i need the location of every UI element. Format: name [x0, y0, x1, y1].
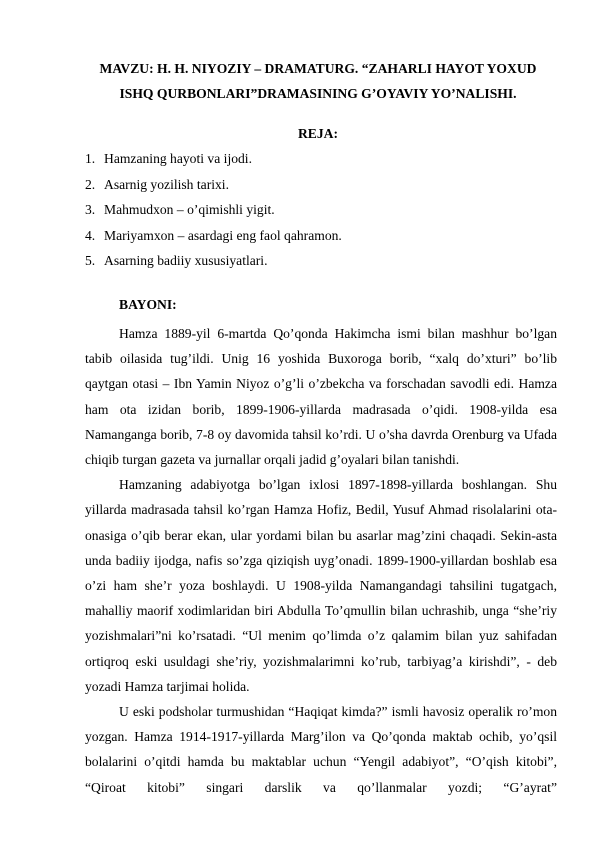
- plan-item-text: Asarning badiiy xususiyatlari.: [104, 253, 268, 268]
- plan-item: [85, 201, 342, 227]
- plan-item: [85, 227, 342, 253]
- plan-item: [85, 252, 342, 278]
- body-paragraph: Hamza 1889-yil 6-martda Qo’qonda Hakimcha ismi bilan mashhur bo’lgan tabib oilasida tug’ildi. Unig 16 yoshida Buxoroga borib, “xalq do’xturi” bo’lib qaytgan otasi – Ibn Yamin Niyoz o’g’li o’zbekcha va forschadan savodli edi. Hamza ham ota izidan borib, 1899-1906-yillarda madrasada o’qidi. 1908-yilda esa Namanganga borib, 7-8 oy davomida tahsil ko’rdi. U o’sha davrda Orenburg va Ufada chiqib turgan gazeta va jurnallar orqali jadid g’oyalari bilan tanishdi.: [85, 326, 557, 468]
- plan-item-number: 3.: [85, 202, 96, 217]
- body-paragraph: U eski podsholar turmushidan “Haqiqat kimda?” ismli havosiz operalik ro’mon yozgan. Hamza 1914-1917-yillarda Marg’ilon va Qo’qonda maktab ochib, yo’qsil bolalarini o’qitdi hamda bu maktablar uchun “Yengil adabiyot”, “O’qish kitobi”, “Qiroat kitobi” singari darslik va qo’llanmalar yozdi; “G’ayrat”: [85, 704, 557, 795]
- plan-item-text: Mariyamxon – asardagi eng faol qahramon.: [104, 227, 342, 243]
- title-line-1: MAVZU: H. H. NIYOZIY – DRAMATURG. “ZAHARLI HAYOT YOXUD: [99, 61, 537, 76]
- plan-item-number: 2.: [85, 176, 96, 192]
- plan-item-text: Hamzaning hayoti va ijodi.: [104, 151, 252, 166]
- plan-item-number: 4.: [85, 227, 96, 243]
- plan-item-number: 5.: [85, 253, 96, 268]
- body-heading: BAYONI:: [119, 297, 177, 312]
- plan-list: [85, 150, 342, 278]
- body-text: [85, 321, 557, 800]
- plan-item-number: 1.: [85, 151, 96, 166]
- plan-item: [85, 150, 342, 176]
- title-line-2: ISHQ QURBONLARI”DRAMASINING G’OYAVIY YO’NALISHI.: [119, 86, 517, 101]
- plan-item: [85, 176, 342, 202]
- plan-item-text: Mahmudxon – o’qimishli yigit.: [104, 202, 275, 217]
- plan-item-text: Asarnig yozilish tarixi.: [104, 176, 229, 192]
- body-paragraph: Hamzaning adabiyotga bo’lgan ixlosi 1897-1898-yillarda boshlangan. Shu yillarda madrasada tahsil ko’rgan Hamza Hofiz, Bedil, Yusuf Ahmad risolalarini ota-onasiga o’qib berar ekan, ular yordami bilan bu asarlar mag’zini chaqadi. Sekin-asta unda badiiy ijodga, nafis so’zga qiziqish uyg’onadi. 1899-1900-yillardan boshlab esa o’zi ham she’r yoza boshlaydi. U 1908-yilda Namangandagi tahsilini tugatgach, mahalliy maorif xodimlaridan biri Abdulla To’qmullin bilan uchrashib, unga “she’riy yozishmalari”ni ko’rsatadi. “Ul menim qo’limda o’z qalamim bilan yuz sahifadan ortiqroq eski usuldagi she’riy, yozishmalarimni ko’rub, tarbiyag’a kirishdi”, - deb yozadi Hamza tarjimai holida.: [85, 477, 557, 694]
- plan-heading: REJA:: [297, 126, 339, 141]
- document-title: [70, 56, 566, 106]
